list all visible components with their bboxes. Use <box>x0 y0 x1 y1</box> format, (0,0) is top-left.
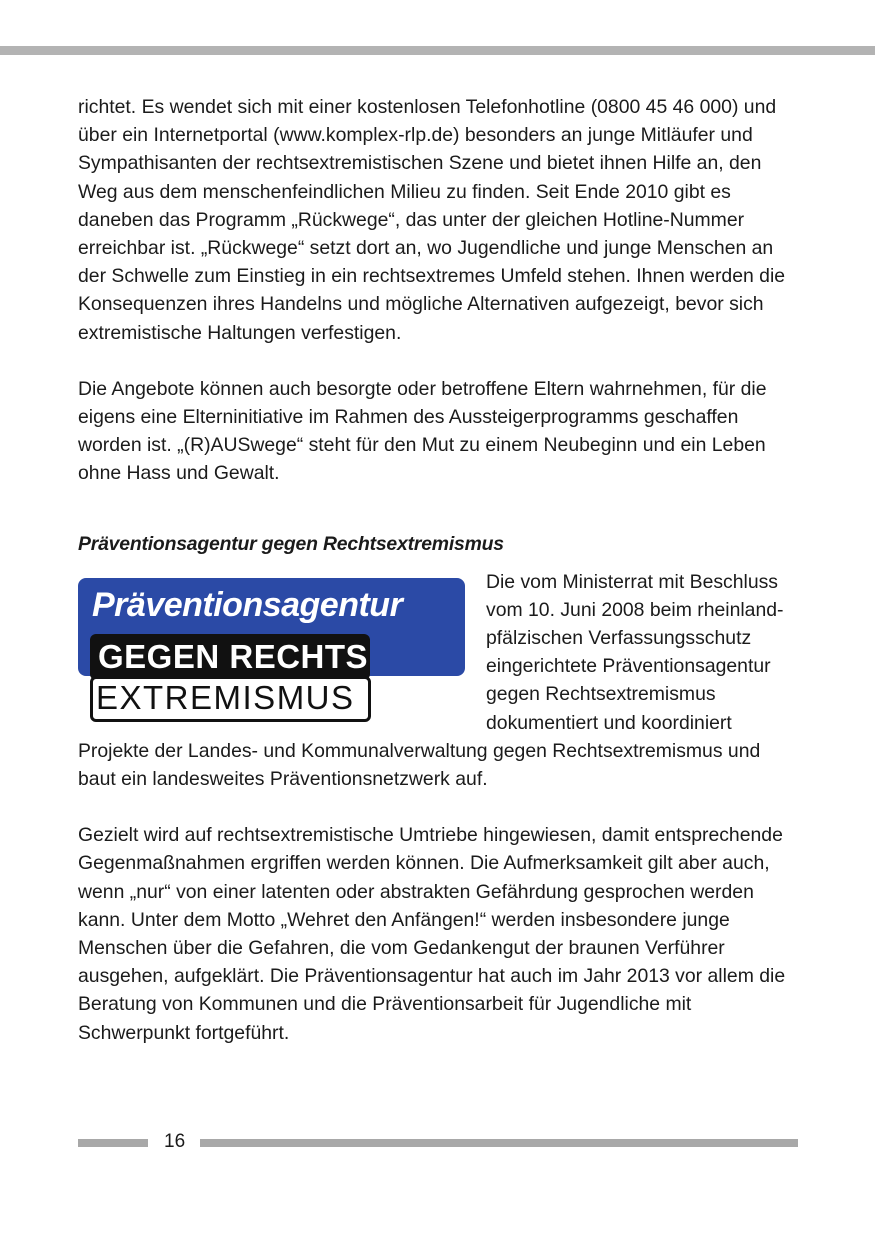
page-number: 16 <box>164 1131 186 1152</box>
logo-line-2: GEGEN RECHTS <box>98 637 369 675</box>
footer-rule-right <box>200 1139 798 1147</box>
logo-line-1: Präventionsagentur <box>92 585 403 624</box>
footer-rule-left <box>78 1139 148 1147</box>
paragraph-2: Die Angebote können auch besorgte oder betroffene Eltern wahrnehmen, für die eigens eine Elterninitiative im Rahmen des Aussteigerprogramms geschaffen worden ist. „(R)AUSwege“ steht für den Mut zu einem Neubeginn und ein Leben ohne Hass und Gewalt. <box>78 377 767 485</box>
page-footer <box>78 1128 798 1156</box>
paragraph-1: richtet. Es wendet sich mit einer kostenlosen Telefonhotline (0800 45 46 000) und über ein Internetportal (www.komplex-rlp.de) besonders an junge Mitläufer und Sympathisanten der rechtsextremistischen Szene und bietet ihnen Hilfe an, den Weg aus dem menschenfeindlichen Milieu zu finden. Seit Ende 2010 gibt es daneben das Programm „Rückwege“, das unter der gleichen Hotline-Nummer erreichbar ist. „Rückwege“ setzt dort an, wo Jugendliche und junge Menschen an der Schwelle zum Einstieg in ein rechtsextremes Umfeld stehen. Ihnen werden die Konsequenzen ihres Handelns und mögliche Alternativen aufgezeigt, bevor sich extremistische Haltungen verfestigen. <box>78 96 786 344</box>
praeventionsagentur-logo <box>78 578 468 724</box>
section-heading: Präventionsagentur gegen Rechtsextremismus <box>78 532 504 555</box>
paragraph-4: Gezielt wird auf rechtsextremistische Umtriebe hingewiesen, damit entsprechende Gegenmaßnahmen ergriffen werden können. Die Aufmerksamkeit gilt aber auch, wenn „nur“ von einer latenten oder abstrakten Gefährdung gesprochen werden kann. Unter dem Motto „Wehret den Anfängen!“ werden insbesondere junge Menschen über die Gefahren, die vom Gedankengut der braunen Verführer ausgehen, aufgeklärt. Die Präventionsagentur hat auch im Jahr 2013 vor allem die Beratung von Kommunen und die Präventionsarbeit für Jugendliche mit Schwerpunkt fortgeführt. <box>78 824 786 1044</box>
header-rule <box>0 46 875 55</box>
page-body <box>78 93 798 1047</box>
paragraph-3: Die vom Ministerrat mit Beschluss vom 10. Juni 2008 beim rheinland-pfälzischen Verfassungsschutz eingerichtete Präventionsagentur gegen Rechtsextremismus dokumentiert und koordiniert Projekte der Landes- und Kommunalverwaltung gegen Rechtsextremismus und baut ein landesweites Präventionsnetzwerk auf. <box>78 570 784 791</box>
logo-line-3: EXTREMISMUS <box>96 678 355 716</box>
